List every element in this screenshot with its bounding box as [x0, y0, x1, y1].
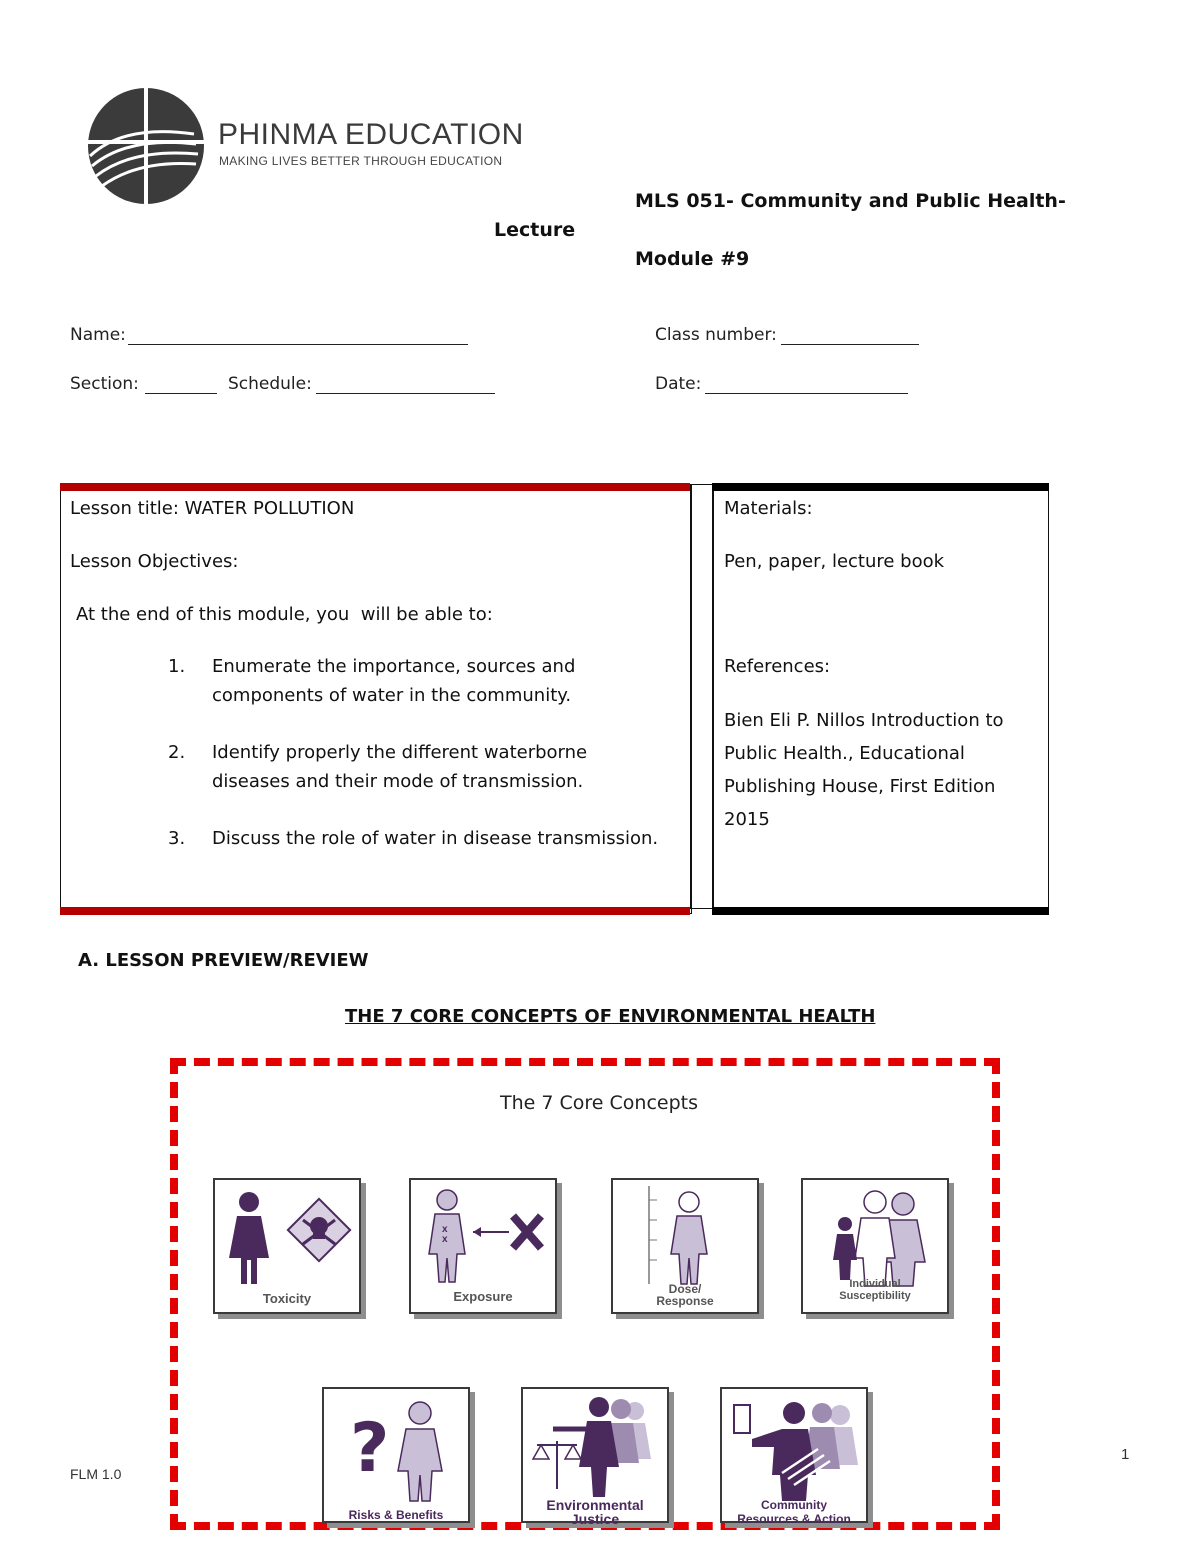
brand-tagline: MAKING LIVES BETTER THROUGH EDUCATION: [219, 154, 503, 168]
materials-box-top-bar: [712, 483, 1049, 491]
card-label-line: Community: [761, 1498, 827, 1512]
objective-text: Discuss the role of water in disease transmission.: [212, 828, 659, 849]
section-label: Section:: [70, 374, 139, 394]
class-number-label: Class number:: [655, 325, 777, 345]
concepts-title: THE 7 CORE CONCEPTS OF ENVIRONMENTAL HEALTH: [345, 1006, 876, 1027]
concept-card-risks-benefits: [322, 1387, 470, 1523]
svg-text:x: x: [442, 1224, 448, 1235]
concept-card-exposure: [409, 1178, 557, 1314]
card-label-line: Resources & Action: [737, 1513, 851, 1523]
card-label-line: Justice: [570, 1513, 620, 1525]
risks-benefits-icon: [324, 1389, 468, 1521]
section-field[interactable]: [145, 376, 217, 394]
objective-number: 1.: [168, 656, 186, 677]
concept-card-dose-response: [611, 1178, 759, 1314]
card-label: Toxicity: [262, 1291, 312, 1306]
references-heading: References:: [724, 656, 831, 677]
objective-text: Enumerate the importance, sources and components of water in the community.: [212, 656, 576, 706]
class-number-field[interactable]: [781, 327, 919, 345]
phinma-globe-icon: [84, 84, 214, 208]
card-label-line: Environmental: [546, 1497, 644, 1513]
lesson-box-top-bar: [60, 483, 690, 491]
objectives-intro: At the end of this module, you will be able to:: [76, 604, 493, 625]
svg-text:?: ?: [350, 1409, 390, 1488]
svg-text:x: x: [442, 1234, 448, 1245]
card-label-line: Susceptibility: [839, 1290, 911, 1302]
card-label-line: Individual: [849, 1278, 901, 1290]
module-number: Module #9: [635, 248, 750, 270]
section-heading: A. LESSON PREVIEW/REVIEW: [78, 950, 369, 971]
materials-list: Pen, paper, lecture book: [724, 551, 945, 572]
brand-name: PHINMA EDUCATION: [218, 118, 524, 151]
materials-box-bottom-bar: [712, 907, 1049, 915]
concept-card-environmental-justice: [521, 1387, 669, 1523]
reference-entry: Bien Eli P. Nillos Introduction to Public Health., Educational Publishing House, First Edition 2015: [724, 710, 1004, 830]
lesson-title: Lesson title: WATER POLLUTION: [70, 498, 355, 519]
card-label-line: Dose/: [668, 1282, 702, 1296]
card-label-line: Response: [656, 1294, 714, 1308]
lesson-box-bottom-bar: [60, 907, 690, 915]
course-title: MLS 051- Community and Public Health-: [635, 190, 1066, 212]
date-field[interactable]: [705, 376, 908, 394]
divider-box: [690, 484, 714, 909]
footer-version: FLM 1.0: [70, 1466, 122, 1482]
card-label: Risks & Benefits: [348, 1508, 444, 1522]
concept-card-individual-susceptibility: [801, 1178, 949, 1314]
course-title-continued: Lecture: [494, 219, 576, 241]
objective-number: 2.: [168, 742, 186, 763]
objective-text: Identify properly the different waterborne diseases and their mode of transmission.: [212, 742, 588, 792]
objective-number: 3.: [168, 828, 186, 849]
page-number: 1: [1121, 1446, 1130, 1463]
concept-card-toxicity: [213, 1178, 361, 1314]
card-label: Exposure: [453, 1289, 513, 1304]
concept-card-community-resources: [720, 1387, 868, 1523]
materials-heading: Materials:: [724, 498, 813, 519]
objectives-heading: Lesson Objectives:: [70, 551, 239, 572]
name-label: Name:: [70, 325, 126, 345]
name-field[interactable]: [128, 327, 468, 345]
date-label: Date:: [655, 374, 702, 394]
schedule-field[interactable]: [316, 376, 495, 394]
frame-title: The 7 Core Concepts: [500, 1092, 698, 1114]
schedule-label: Schedule:: [228, 374, 312, 394]
